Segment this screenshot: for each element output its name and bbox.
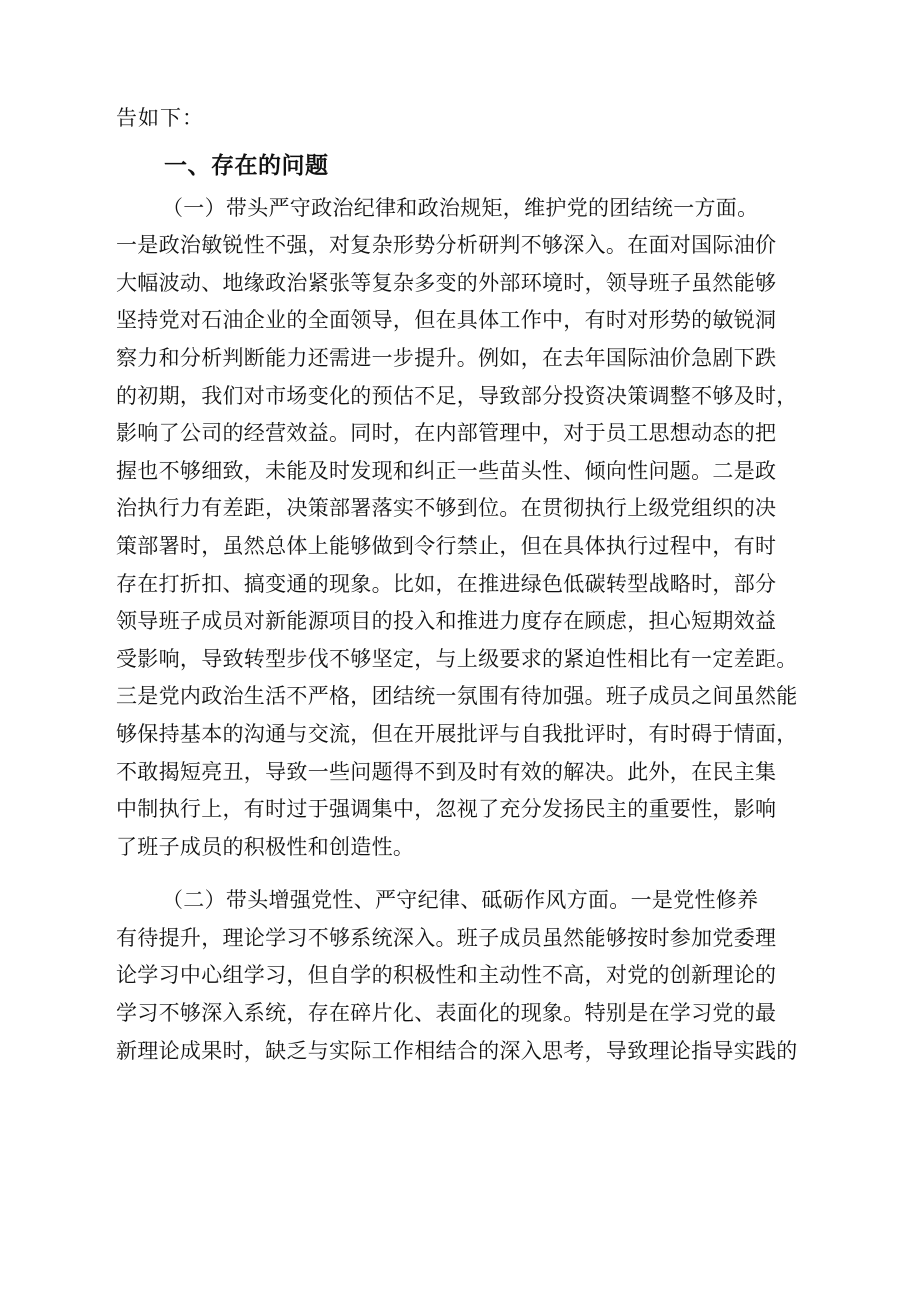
- paragraph-line: 论学习中心组学习，但自学的积极性和主动性不高，对党的创新理论的: [116, 963, 777, 988]
- paragraph-line: 领导班子成员对新能源项目的投入和推进力度存在顾虑，担心短期效益: [116, 609, 777, 634]
- paragraph-section2: [116, 882, 842, 1070]
- paragraph-line: 策部署时，虽然总体上能够做到令行禁止，但在具体执行过程中，有时: [116, 533, 777, 558]
- paragraph-line: 握也不够细致，未能及时发现和纠正一些苗头性、倾向性问题。二是政: [116, 458, 777, 483]
- paragraph-line: 影响了公司的经营效益。同时，在内部管理中，对于员工思想动态的把: [116, 421, 777, 446]
- paragraph-line: 一是政治敏锐性不强，对复杂形势分析研判不够深入。在面对国际油价: [116, 233, 777, 258]
- paragraph-line: 不敢揭短亮丑，导致一些问题得不到及时有效的解决。此外，在民主集: [116, 759, 777, 784]
- paragraph-section1: [116, 190, 842, 867]
- paragraph-line: 新理论成果时，缺乏与实际工作相结合的深入思考，导致理论指导实践的: [116, 1038, 798, 1063]
- paragraph-line: 存在打折扣、搞变通的现象。比如，在推进绿色低碳转型战略时，部分: [116, 571, 777, 596]
- paragraph-line: 察力和分析判断能力还需进一步提升。例如，在去年国际油价急剧下跌: [116, 345, 777, 370]
- paragraph-line: 大幅波动、地缘政治紧张等复杂多变的外部环境时，领导班子虽然能够: [116, 270, 777, 295]
- paragraph-line: 受影响，导致转型步伐不够坚定，与上级要求的紧迫性相比有一定差距。: [116, 646, 798, 671]
- paragraph-line: 有待提升，理论学习不够系统深入。班子成员虽然能够按时参加党委理: [116, 925, 777, 950]
- paragraph-line: （二）带头增强党性、严守纪律、砥砺作风方面。一是党性修养: [162, 888, 759, 913]
- paragraph-line: 治执行力有差距，决策部署落实不够到位。在贯彻执行上级党组织的决: [116, 496, 777, 521]
- paragraph-line: 了班子成员的积极性和创造性。: [116, 834, 415, 859]
- paragraph-line: （一）带头严守政治纪律和政治规矩，维护党的团结统一方面。: [162, 195, 759, 220]
- paragraph-line: 坚持党对石油企业的全面领导，但在具体工作中，有时对形势的敏锐洞: [116, 308, 777, 333]
- paragraph-line: 三是党内政治生活不严格，团结统一氛围有待加强。班子成员之间虽然能: [116, 684, 798, 709]
- intro-line: 告如下：: [116, 106, 204, 130]
- paragraph-line: 的初期，我们对市场变化的预估不足，导致部分投资决策调整不够及时，: [116, 383, 798, 408]
- paragraph-line: 学习不够深入系统，存在碎片化、表面化的现象。特别是在学习党的最: [116, 1001, 777, 1026]
- section-heading: 一、存在的问题: [164, 152, 329, 179]
- paragraph-line: 中制执行上，有时过于强调集中，忽视了充分发扬民主的重要性，影响: [116, 797, 777, 822]
- paragraph-line: 够保持基本的沟通与交流，但在开展批评与自我批评时，有时碍于情面，: [116, 721, 798, 746]
